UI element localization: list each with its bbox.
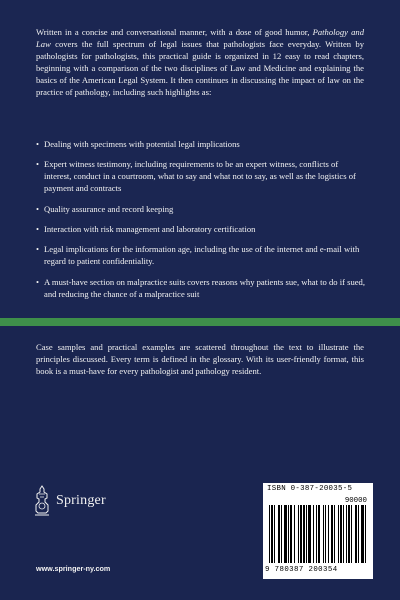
barcode-bars — [269, 505, 367, 563]
list-item — [36, 277, 366, 301]
list-item — [36, 244, 366, 268]
price-code: 90000 — [344, 497, 367, 505]
publisher-name: Springer — [56, 493, 106, 508]
list-item-text: Dealing with specimens with potential legal implications — [44, 139, 240, 149]
barcode-box — [263, 483, 373, 579]
publisher-url: www.springer-ny.com — [36, 564, 111, 573]
list-item-text: Quality assurance and record keeping — [44, 203, 174, 214]
list-item — [36, 204, 366, 216]
isbn-text: ISBN 0-387-20035-5 — [267, 485, 353, 493]
list-item-text: Legal implications for the information age, including the use of the internet and e-mail with regard to patient confidentiality. — [44, 244, 360, 267]
bullet: • — [36, 159, 40, 170]
barcode-number: 9 780387 200354 — [265, 566, 338, 574]
list-item-text: Expert witness testimony, including requirements to be an expert witness, conflicts of interest, conduct in a courtroom, what to say and what not to say, as well as the logistics of payment and contracts — [44, 159, 356, 194]
bullet: • — [36, 276, 40, 287]
bullet: • — [36, 244, 40, 255]
intro-paragraph — [36, 27, 364, 98]
springer-knight-icon — [32, 485, 52, 517]
highlights-list — [36, 139, 366, 309]
list-item-text: A must-have section on malpractice suits covers reasons why patients sue, what to do if sued, and reducing the chance of a malpractice suit — [44, 276, 365, 299]
intro-text-1: Written in a concise and conversational manner, with a dose of good humor, — [36, 27, 313, 37]
bullet: • — [36, 224, 40, 235]
bullet: • — [36, 203, 40, 214]
list-item — [36, 224, 366, 236]
list-item — [36, 139, 366, 151]
case-paragraph: Case samples and practical examples are scattered throughout the text to illustrate the principles discussed. Every term is defined in the glossary. With its user-friendly format, this book is a must-have for every pathologist and pathology resident. — [36, 342, 364, 376]
list-item — [36, 159, 366, 195]
bullet: • — [36, 139, 40, 149]
list-item-text: Interaction with risk management and laboratory certification — [44, 224, 256, 235]
book-title: Pathology and Law — [36, 27, 364, 49]
green-divider — [0, 318, 400, 326]
intro-text-2: covers the full spectrum of legal issues that pathologists face everyday. Written by pathologists for pathologists, this practical guide is organized in 12 easy to read chapters, beginning with a comparison of the two disciplines of Law and Medicine and explaining the basics of the American Legal System. It then continues in discussing the impact of law on the practice of pathology, including such highlights as: — [36, 38, 364, 97]
